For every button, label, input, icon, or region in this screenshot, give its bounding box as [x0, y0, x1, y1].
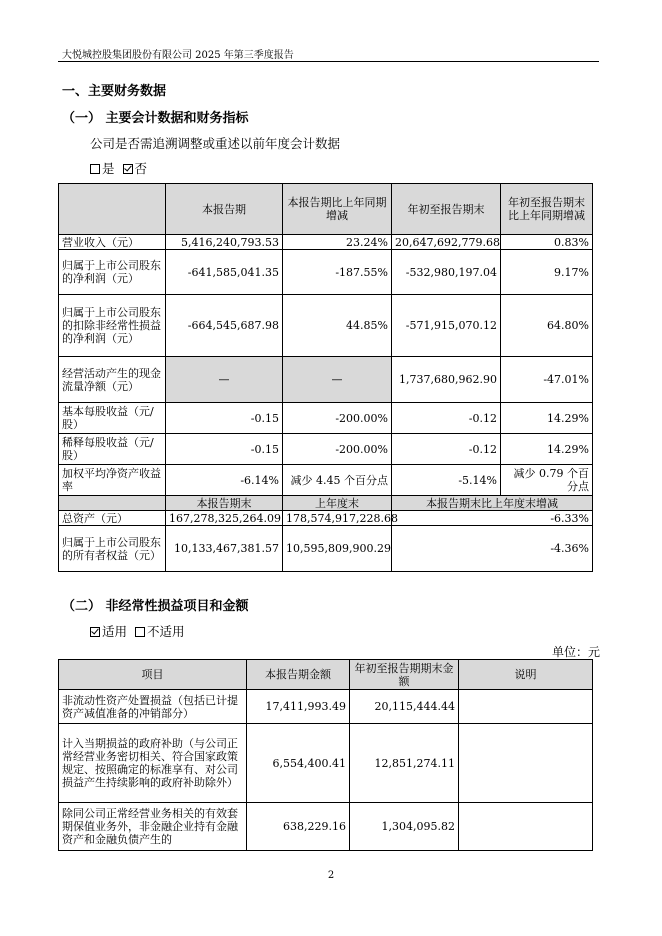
- table2-header-cell: 项目: [59, 660, 247, 690]
- table-cell: 23.24%: [283, 235, 392, 250]
- row-label: 归属于上市公司股东的所有者权益（元）: [59, 526, 166, 572]
- table-cell: 44.85%: [283, 295, 392, 357]
- row-label: 非流动性资产处置损益（包括已计提资产减值准备的冲销部分）: [59, 690, 247, 724]
- row-label: 稀释每股收益（元/股）: [59, 434, 166, 465]
- table-cell: 17,411,993.49: [247, 690, 350, 724]
- checkbox-no-checked[interactable]: [123, 164, 133, 174]
- table-cell: 10,595,809,900.29: [283, 526, 392, 572]
- applicability-options: [90, 622, 185, 640]
- table1-header-cell: 年初至报告期末比上年同期增减: [501, 184, 593, 235]
- subsection-title-2: （二） 非经常性损益项目和金额: [62, 599, 249, 614]
- table-row: [59, 295, 593, 357]
- table1-subheader-row: [59, 496, 593, 511]
- table-cell: 9.17%: [501, 250, 593, 295]
- restatement-options: [90, 159, 147, 177]
- row-label: 除同公司正常经营业务相关的有效套期保值业务外，非金融企业持有金融资产和金融负债产生的: [59, 803, 247, 851]
- financial-data-table: [58, 183, 593, 572]
- table-row: [59, 250, 593, 295]
- table1-subheader-cell: 本报告期末: [166, 496, 283, 511]
- table-cell: 167,278,325,264.09: [166, 511, 283, 526]
- table-cell: 减少 4.45 个百分点: [283, 465, 392, 496]
- table-row: [59, 434, 593, 465]
- table-cell: -0.15: [166, 434, 283, 465]
- table1-header-row: [59, 184, 593, 235]
- table-cell: 20,647,692,779.68: [392, 235, 501, 250]
- table-cell: -4.36%: [392, 526, 593, 572]
- table-cell: 0.83%: [501, 235, 593, 250]
- table-cell: -532,980,197.04: [392, 250, 501, 295]
- row-label: 计入当期损益的政府补助（与公司正常经营业务密切相关、符合国家政策规定、按照确定的标准享有、对公司损益产生持续影响的政府补助除外）: [59, 724, 247, 803]
- table-row: [59, 465, 593, 496]
- table-cell: -200.00%: [283, 403, 392, 434]
- row-label: 经营活动产生的现金流量净额（元）: [59, 357, 166, 403]
- table1-header-cell: [59, 184, 166, 235]
- table-cell: —: [166, 357, 283, 403]
- unit-label: 单位：元: [551, 645, 600, 659]
- table-row: [59, 803, 593, 851]
- table-cell: -6.33%: [392, 511, 593, 526]
- table-row: [59, 526, 593, 572]
- table-cell: -5.14%: [392, 465, 501, 496]
- table-row: [59, 357, 593, 403]
- table-cell: [459, 690, 593, 724]
- table1-subheader-cell: [59, 496, 166, 511]
- option-na-label: 不适用: [147, 624, 185, 639]
- table-row: [59, 724, 593, 803]
- table1-header-cell: 本报告期比上年同期增减: [283, 184, 392, 235]
- table-cell: —: [283, 357, 392, 403]
- table-cell: 1,737,680,962.90: [392, 357, 501, 403]
- table-cell: [459, 724, 593, 803]
- row-label: 归属于上市公司股东的扣除非经常性损益的净利润（元）: [59, 295, 166, 357]
- section-title: 一、主要财务数据: [62, 84, 167, 99]
- table-cell: 638,229.16: [247, 803, 350, 851]
- table1-header-cell: 年初至报告期末: [392, 184, 501, 235]
- non-recurring-table: [58, 659, 593, 851]
- table-row: [59, 511, 593, 526]
- table1-subheader-cell: 本报告期末比上年度末增减: [392, 496, 593, 511]
- option-apply-label: 适用: [102, 624, 128, 639]
- table1-header-cell: 本报告期: [166, 184, 283, 235]
- table-cell: 64.80%: [501, 295, 593, 357]
- page-number: 2: [327, 870, 335, 881]
- table-cell: 14.29%: [501, 403, 593, 434]
- table-cell: 减少 0.79 个百分点: [501, 465, 593, 496]
- table-cell: -0.12: [392, 434, 501, 465]
- option-yes-label: 是: [102, 161, 115, 176]
- table-cell: 20,115,444.44: [350, 690, 459, 724]
- row-label: 加权平均净资产收益率: [59, 465, 166, 496]
- option-no-label: 否: [134, 161, 148, 176]
- table-cell: 178,574,917,228.68: [283, 511, 392, 526]
- row-label: 基本每股收益（元/股）: [59, 403, 166, 434]
- table-cell: -200.00%: [283, 434, 392, 465]
- table-cell: -187.55%: [283, 250, 392, 295]
- table-cell: -0.15: [166, 403, 283, 434]
- table-cell: 10,133,467,381.57: [166, 526, 283, 572]
- table-row: [59, 235, 593, 250]
- table2-header-row: [59, 660, 593, 690]
- header-divider: [58, 61, 599, 62]
- table-cell: [459, 803, 593, 851]
- table-row: [59, 690, 593, 724]
- table-cell: -6.14%: [166, 465, 283, 496]
- restatement-question: 公司是否需追溯调整或重述以前年度会计数据: [90, 136, 341, 151]
- table2-header-cell: 说明: [459, 660, 593, 690]
- report-header: 大悦城控股集团股份有限公司 2025 年第三季度报告: [62, 50, 294, 61]
- table-cell: -571,915,070.12: [392, 295, 501, 357]
- table2-header-cell: 年初至报告期期末金额: [350, 660, 459, 690]
- checkbox-na[interactable]: [135, 627, 145, 637]
- table-cell: 5,416,240,793.53: [166, 235, 283, 250]
- row-label: 营业收入（元）: [59, 235, 166, 250]
- table-cell: -0.12: [392, 403, 501, 434]
- checkbox-yes[interactable]: [90, 164, 100, 174]
- table-cell: 1,304,095.82: [350, 803, 459, 851]
- row-label: 归属于上市公司股东的净利润（元）: [59, 250, 166, 295]
- table1-subheader-cell: 上年度末: [283, 496, 392, 511]
- table-row: [59, 403, 593, 434]
- table-cell: 6,554,400.41: [247, 724, 350, 803]
- table-cell: -47.01%: [501, 357, 593, 403]
- table-cell: -641,585,041.35: [166, 250, 283, 295]
- table-cell: 12,851,274.11: [350, 724, 459, 803]
- checkbox-apply-checked[interactable]: [90, 627, 100, 637]
- row-label: 总资产（元）: [59, 511, 166, 526]
- table-cell: 14.29%: [501, 434, 593, 465]
- table2-header-cell: 本报告期金额: [247, 660, 350, 690]
- subsection-title-1: （一） 主要会计数据和财务指标: [62, 111, 249, 126]
- table-cell: -664,545,687.98: [166, 295, 283, 357]
